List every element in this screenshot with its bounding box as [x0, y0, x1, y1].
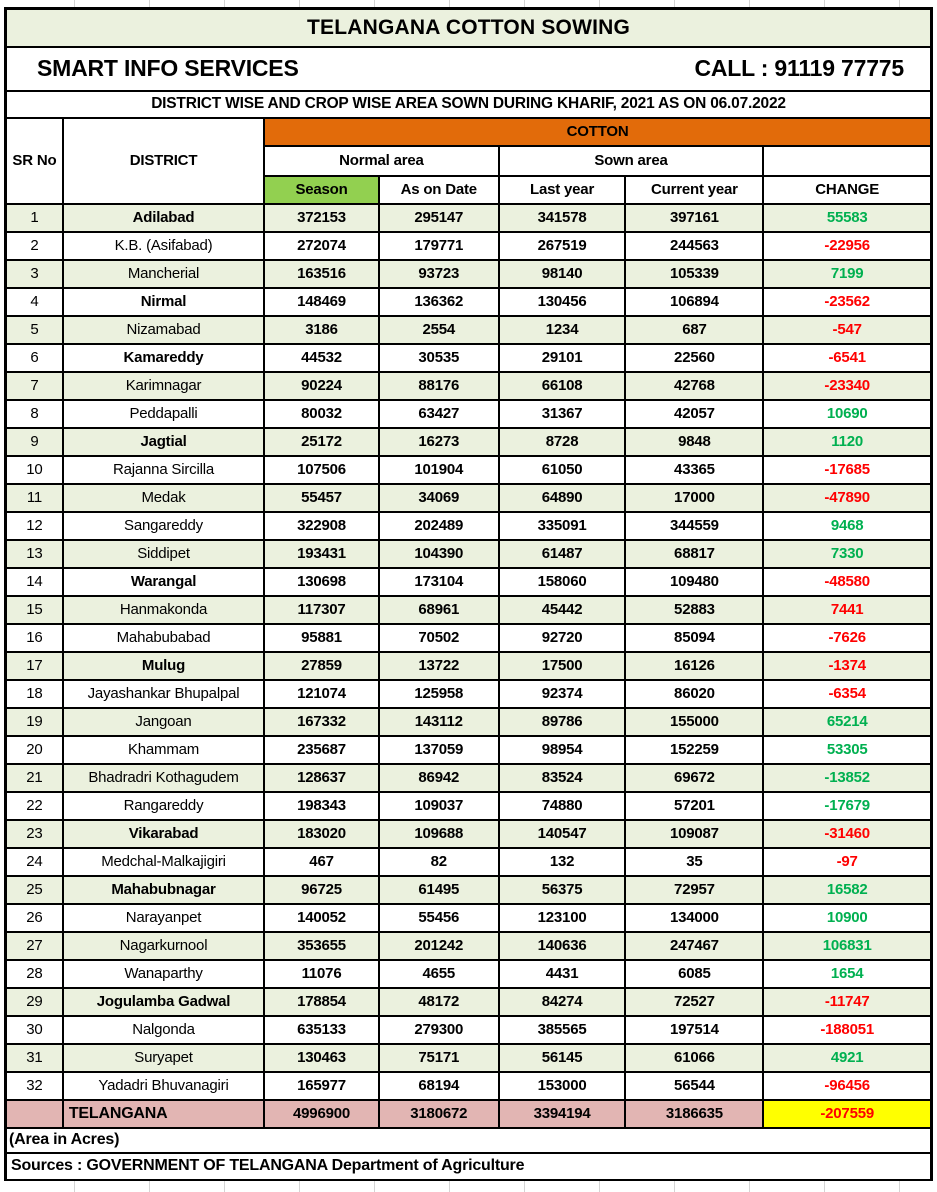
cell-current-year: 16126: [625, 652, 763, 680]
cell-season: 353655: [264, 932, 379, 960]
cell-last-year: 56375: [499, 876, 626, 904]
cell-change: -7626: [763, 624, 931, 652]
cell-sr-no: 15: [6, 596, 63, 624]
cell-current-year: 42768: [625, 372, 763, 400]
cell-district: Rajanna Sircilla: [63, 456, 264, 484]
col-header-current-year: Current year: [625, 176, 763, 204]
cell-current-year: 68817: [625, 540, 763, 568]
table-row: [6, 596, 932, 624]
cell-sr-no: 3: [6, 260, 63, 288]
table-row: [6, 680, 932, 708]
cell-current-year: 17000: [625, 484, 763, 512]
cell-as-on-date: 34069: [379, 484, 499, 512]
cell-current-year: 247467: [625, 932, 763, 960]
cell-change: -188051: [763, 1016, 931, 1044]
col-header-change: CHANGE: [763, 176, 931, 204]
cell-sr-no: 9: [6, 428, 63, 456]
cell-as-on-date: 137059: [379, 736, 499, 764]
brand-name: SMART INFO SERVICES: [37, 55, 299, 81]
cell-season: 55457: [264, 484, 379, 512]
cell-last-year: 341578: [499, 204, 626, 232]
subtitle-row: [6, 91, 932, 118]
cell-district: Nagarkurnool: [63, 932, 264, 960]
cell-district: Jayashankar Bhupalpal: [63, 680, 264, 708]
table-row: [6, 932, 932, 960]
cell-current-year: 9848: [625, 428, 763, 456]
brand-row: [6, 47, 932, 91]
cell-current-year: 687: [625, 316, 763, 344]
col-header-district: DISTRICT: [63, 118, 264, 204]
table-row: [6, 988, 932, 1016]
total-current-year: 3186635: [625, 1100, 763, 1128]
cell-change: 4921: [763, 1044, 931, 1072]
cell-last-year: 385565: [499, 1016, 626, 1044]
cell-season: 107506: [264, 456, 379, 484]
page-title: TELANGANA COTTON SOWING: [6, 9, 932, 47]
table-row: [6, 568, 932, 596]
cotton-sowing-table: [4, 7, 933, 1182]
cell-district: Karimnagar: [63, 372, 264, 400]
total-row: [6, 1100, 932, 1128]
cell-current-year: 6085: [625, 960, 763, 988]
cell-season: 90224: [264, 372, 379, 400]
cell-as-on-date: 86942: [379, 764, 499, 792]
cell-season: 130698: [264, 568, 379, 596]
table-row: [6, 1072, 932, 1100]
cell-as-on-date: 201242: [379, 932, 499, 960]
cell-change: -97: [763, 848, 931, 876]
cell-as-on-date: 2554: [379, 316, 499, 344]
cell-change: 1120: [763, 428, 931, 456]
cell-season: 117307: [264, 596, 379, 624]
cell-current-year: 109480: [625, 568, 763, 596]
cell-as-on-date: 82: [379, 848, 499, 876]
cell-district: Kamareddy: [63, 344, 264, 372]
cell-last-year: 61487: [499, 540, 626, 568]
table-row: [6, 540, 932, 568]
cell-sr-no: 4: [6, 288, 63, 316]
cell-change: 55583: [763, 204, 931, 232]
cell-current-year: 72527: [625, 988, 763, 1016]
table-row: [6, 456, 932, 484]
cell-last-year: 267519: [499, 232, 626, 260]
cell-sr-no: 26: [6, 904, 63, 932]
cell-season: 272074: [264, 232, 379, 260]
cell-district: Nizamabad: [63, 316, 264, 344]
total-season: 4996900: [264, 1100, 379, 1128]
table-footer-band: [6, 1100, 932, 1181]
cell-as-on-date: 88176: [379, 372, 499, 400]
table-row: [6, 288, 932, 316]
cell-sr-no: 21: [6, 764, 63, 792]
cell-change: -13852: [763, 764, 931, 792]
cell-as-on-date: 179771: [379, 232, 499, 260]
cell-change: -47890: [763, 484, 931, 512]
cell-change: -17679: [763, 792, 931, 820]
cell-as-on-date: 4655: [379, 960, 499, 988]
cell-last-year: 158060: [499, 568, 626, 596]
call-number: CALL : 91119 77775: [694, 55, 904, 81]
cell-as-on-date: 125958: [379, 680, 499, 708]
cell-season: 635133: [264, 1016, 379, 1044]
cell-last-year: 98954: [499, 736, 626, 764]
cell-sr-no: 1: [6, 204, 63, 232]
cell-current-year: 61066: [625, 1044, 763, 1072]
cell-current-year: 86020: [625, 680, 763, 708]
cell-current-year: 35: [625, 848, 763, 876]
cell-district: Hanmakonda: [63, 596, 264, 624]
cell-district: Siddipet: [63, 540, 264, 568]
cell-sr-no: 7: [6, 372, 63, 400]
cell-district: Mulug: [63, 652, 264, 680]
cell-last-year: 98140: [499, 260, 626, 288]
total-change: -207559: [763, 1100, 931, 1128]
cell-current-year: 52883: [625, 596, 763, 624]
cell-last-year: 64890: [499, 484, 626, 512]
table-row: [6, 1044, 932, 1072]
cell-district: K.B. (Asifabad): [63, 232, 264, 260]
cell-as-on-date: 279300: [379, 1016, 499, 1044]
cell-change: -96456: [763, 1072, 931, 1100]
cell-sr-no: 19: [6, 708, 63, 736]
cell-district: Peddapalli: [63, 400, 264, 428]
cell-last-year: 132: [499, 848, 626, 876]
cell-sr-no: 10: [6, 456, 63, 484]
cell-change: 7199: [763, 260, 931, 288]
cell-current-year: 43365: [625, 456, 763, 484]
cell-sr-no: 31: [6, 1044, 63, 1072]
cell-change: 1654: [763, 960, 931, 988]
cell-district: Medchal-Malkajigiri: [63, 848, 264, 876]
cell-sr-no: 5: [6, 316, 63, 344]
table-row: [6, 204, 932, 232]
cell-change: -547: [763, 316, 931, 344]
cell-change: 9468: [763, 512, 931, 540]
cell-as-on-date: 295147: [379, 204, 499, 232]
cell-district: Narayanpet: [63, 904, 264, 932]
cell-as-on-date: 16273: [379, 428, 499, 456]
cell-change: 10900: [763, 904, 931, 932]
cell-season: 3186: [264, 316, 379, 344]
cell-change: -23340: [763, 372, 931, 400]
cell-sr-no: 30: [6, 1016, 63, 1044]
cell-change: 65214: [763, 708, 931, 736]
cell-as-on-date: 202489: [379, 512, 499, 540]
cell-change: 106831: [763, 932, 931, 960]
cell-district: Nirmal: [63, 288, 264, 316]
cell-sr-no: 20: [6, 736, 63, 764]
cell-change: 53305: [763, 736, 931, 764]
col-group-normal-area: Normal area: [264, 146, 499, 176]
area-note-row: [6, 1128, 932, 1153]
cell-district: Jogulamba Gadwal: [63, 988, 264, 1016]
col-group-sown-area: Sown area: [499, 146, 764, 176]
cell-current-year: 42057: [625, 400, 763, 428]
cell-district: Warangal: [63, 568, 264, 596]
cell-last-year: 29101: [499, 344, 626, 372]
cell-change: -17685: [763, 456, 931, 484]
cell-season: 11076: [264, 960, 379, 988]
cell-as-on-date: 63427: [379, 400, 499, 428]
col-header-season: Season: [264, 176, 379, 204]
cell-sr-no: 28: [6, 960, 63, 988]
table-row: [6, 428, 932, 456]
table-row: [6, 904, 932, 932]
cell-last-year: 17500: [499, 652, 626, 680]
spreadsheet-gridline-strip-top: [0, 0, 937, 7]
cell-last-year: 83524: [499, 764, 626, 792]
cell-season: 128637: [264, 764, 379, 792]
total-sr-spacer: [6, 1100, 63, 1128]
cell-current-year: 72957: [625, 876, 763, 904]
cell-sr-no: 24: [6, 848, 63, 876]
cell-sr-no: 32: [6, 1072, 63, 1100]
total-last-year: 3394194: [499, 1100, 626, 1128]
col-header-last-year: Last year: [499, 176, 626, 204]
cell-sr-no: 13: [6, 540, 63, 568]
cell-as-on-date: 68194: [379, 1072, 499, 1100]
cell-season: 467: [264, 848, 379, 876]
table-header-band: [6, 9, 932, 204]
cell-last-year: 31367: [499, 400, 626, 428]
cell-last-year: 4431: [499, 960, 626, 988]
cell-last-year: 92374: [499, 680, 626, 708]
cell-last-year: 92720: [499, 624, 626, 652]
cell-sr-no: 29: [6, 988, 63, 1016]
cell-season: 178854: [264, 988, 379, 1016]
cell-sr-no: 6: [6, 344, 63, 372]
title-row: [6, 9, 932, 47]
spreadsheet-gridline-strip-bottom: [0, 1181, 937, 1192]
cell-last-year: 140636: [499, 932, 626, 960]
cell-district: Wanaparthy: [63, 960, 264, 988]
cell-as-on-date: 13722: [379, 652, 499, 680]
cell-sr-no: 25: [6, 876, 63, 904]
sources-note: Sources : GOVERNMENT OF TELANGANA Department of Agriculture: [6, 1153, 932, 1181]
table-row: [6, 512, 932, 540]
cell-last-year: 61050: [499, 456, 626, 484]
cell-last-year: 153000: [499, 1072, 626, 1100]
crop-group-header: COTTON: [264, 118, 931, 146]
cell-district: Mahabubabad: [63, 624, 264, 652]
cell-season: 96725: [264, 876, 379, 904]
cell-current-year: 85094: [625, 624, 763, 652]
cell-season: 183020: [264, 820, 379, 848]
cell-as-on-date: 109037: [379, 792, 499, 820]
cell-current-year: 197514: [625, 1016, 763, 1044]
table-row: [6, 792, 932, 820]
cell-last-year: 130456: [499, 288, 626, 316]
cell-season: 198343: [264, 792, 379, 820]
cell-sr-no: 22: [6, 792, 63, 820]
cell-as-on-date: 101904: [379, 456, 499, 484]
table-row: [6, 372, 932, 400]
table-row: [6, 400, 932, 428]
cell-current-year: 56544: [625, 1072, 763, 1100]
cell-change: 16582: [763, 876, 931, 904]
cell-current-year: 105339: [625, 260, 763, 288]
cell-sr-no: 12: [6, 512, 63, 540]
cell-season: 140052: [264, 904, 379, 932]
table-row: [6, 232, 932, 260]
total-row-label: TELANGANA: [63, 1100, 264, 1128]
cell-as-on-date: 173104: [379, 568, 499, 596]
cell-change: -48580: [763, 568, 931, 596]
cell-change: 7330: [763, 540, 931, 568]
cell-district: Mancherial: [63, 260, 264, 288]
cell-current-year: 152259: [625, 736, 763, 764]
table-row: [6, 764, 932, 792]
cell-current-year: 134000: [625, 904, 763, 932]
cell-sr-no: 8: [6, 400, 63, 428]
table-row: [6, 736, 932, 764]
cell-last-year: 123100: [499, 904, 626, 932]
cell-season: 44532: [264, 344, 379, 372]
cell-last-year: 56145: [499, 1044, 626, 1072]
cell-as-on-date: 48172: [379, 988, 499, 1016]
cell-season: 148469: [264, 288, 379, 316]
cell-last-year: 74880: [499, 792, 626, 820]
cell-sr-no: 16: [6, 624, 63, 652]
table-row: [6, 820, 932, 848]
cell-district: Suryapet: [63, 1044, 264, 1072]
cell-last-year: 84274: [499, 988, 626, 1016]
table-row: [6, 344, 932, 372]
cell-season: 80032: [264, 400, 379, 428]
cell-last-year: 89786: [499, 708, 626, 736]
cell-season: 130463: [264, 1044, 379, 1072]
crop-header-row: [6, 118, 932, 146]
cell-current-year: 155000: [625, 708, 763, 736]
cell-district: Bhadradri Kothagudem: [63, 764, 264, 792]
cell-season: 235687: [264, 736, 379, 764]
cell-as-on-date: 109688: [379, 820, 499, 848]
cell-sr-no: 14: [6, 568, 63, 596]
cell-district: Jagtial: [63, 428, 264, 456]
cell-sr-no: 11: [6, 484, 63, 512]
cell-district: Rangareddy: [63, 792, 264, 820]
cell-last-year: 45442: [499, 596, 626, 624]
cell-season: 121074: [264, 680, 379, 708]
cell-season: 27859: [264, 652, 379, 680]
cell-change: -6354: [763, 680, 931, 708]
cell-district: Medak: [63, 484, 264, 512]
col-header-as-on-date: As on Date: [379, 176, 499, 204]
cell-change: -11747: [763, 988, 931, 1016]
cell-current-year: 397161: [625, 204, 763, 232]
cell-current-year: 106894: [625, 288, 763, 316]
cell-season: 163516: [264, 260, 379, 288]
cell-district: Mahabubnagar: [63, 876, 264, 904]
cell-last-year: 8728: [499, 428, 626, 456]
cell-district: Vikarabad: [63, 820, 264, 848]
cell-as-on-date: 104390: [379, 540, 499, 568]
sources-row: [6, 1153, 932, 1181]
table-row: [6, 652, 932, 680]
cell-season: 193431: [264, 540, 379, 568]
cell-change: -22956: [763, 232, 931, 260]
cell-current-year: 69672: [625, 764, 763, 792]
cell-last-year: 1234: [499, 316, 626, 344]
table-row: [6, 848, 932, 876]
cell-district: Adilabad: [63, 204, 264, 232]
cell-current-year: 57201: [625, 792, 763, 820]
table-row: [6, 260, 932, 288]
table-row: [6, 960, 932, 988]
cell-as-on-date: 136362: [379, 288, 499, 316]
cell-change: 10690: [763, 400, 931, 428]
cell-last-year: 66108: [499, 372, 626, 400]
cell-sr-no: 18: [6, 680, 63, 708]
cell-season: 165977: [264, 1072, 379, 1100]
cell-current-year: 109087: [625, 820, 763, 848]
cell-change: 7441: [763, 596, 931, 624]
table-row: [6, 876, 932, 904]
cell-sr-no: 17: [6, 652, 63, 680]
col-header-sr-no: SR No: [6, 118, 63, 204]
table-body: [6, 204, 932, 1100]
cell-last-year: 335091: [499, 512, 626, 540]
cell-change: -1374: [763, 652, 931, 680]
cell-season: 167332: [264, 708, 379, 736]
table-row: [6, 316, 932, 344]
cell-change: -6541: [763, 344, 931, 372]
cell-as-on-date: 143112: [379, 708, 499, 736]
cell-change: -31460: [763, 820, 931, 848]
cell-as-on-date: 68961: [379, 596, 499, 624]
cell-current-year: 344559: [625, 512, 763, 540]
cell-current-year: 244563: [625, 232, 763, 260]
area-unit-note: (Area in Acres): [6, 1128, 932, 1153]
cell-season: 25172: [264, 428, 379, 456]
cell-current-year: 22560: [625, 344, 763, 372]
cell-sr-no: 2: [6, 232, 63, 260]
cell-change: -23562: [763, 288, 931, 316]
cell-as-on-date: 61495: [379, 876, 499, 904]
cell-as-on-date: 30535: [379, 344, 499, 372]
total-as-on-date: 3180672: [379, 1100, 499, 1128]
cell-as-on-date: 55456: [379, 904, 499, 932]
cell-as-on-date: 70502: [379, 624, 499, 652]
table-subtitle: DISTRICT WISE AND CROP WISE AREA SOWN DURING KHARIF, 2021 AS ON 06.07.2022: [6, 91, 932, 118]
cell-district: Khammam: [63, 736, 264, 764]
col-group-change-spacer: [763, 146, 931, 176]
cell-season: 322908: [264, 512, 379, 540]
table-row: [6, 484, 932, 512]
table-row: [6, 1016, 932, 1044]
cell-last-year: 140547: [499, 820, 626, 848]
table-row: [6, 624, 932, 652]
cell-district: Sangareddy: [63, 512, 264, 540]
cell-district: Yadadri Bhuvanagiri: [63, 1072, 264, 1100]
cell-season: 372153: [264, 204, 379, 232]
table-row: [6, 708, 932, 736]
cell-as-on-date: 75171: [379, 1044, 499, 1072]
cell-sr-no: 23: [6, 820, 63, 848]
cell-sr-no: 27: [6, 932, 63, 960]
cell-district: Nalgonda: [63, 1016, 264, 1044]
cell-district: Jangoan: [63, 708, 264, 736]
cell-as-on-date: 93723: [379, 260, 499, 288]
cell-season: 95881: [264, 624, 379, 652]
